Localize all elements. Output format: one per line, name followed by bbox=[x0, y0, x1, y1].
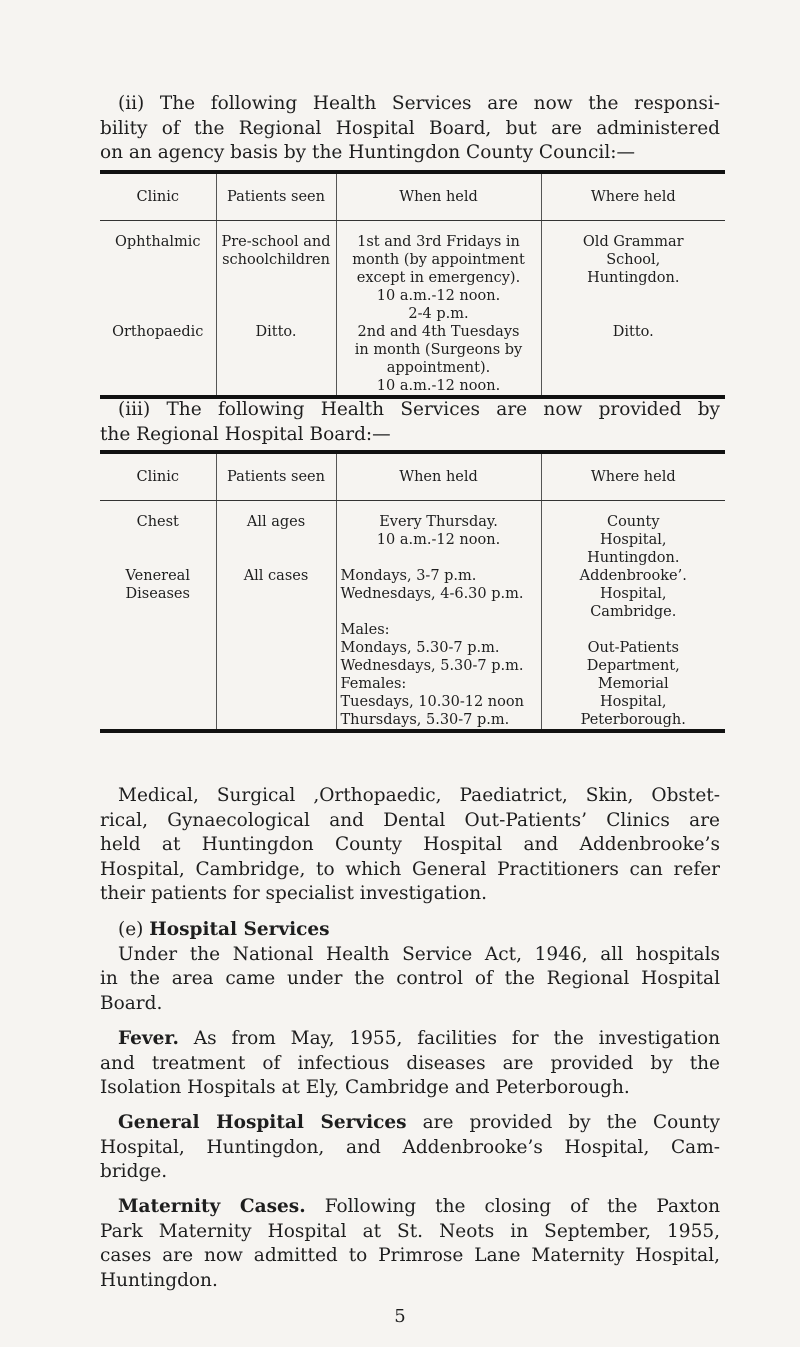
column-header: Patients seen bbox=[216, 172, 336, 221]
text-line: bridge. bbox=[100, 1161, 168, 1182]
when-cell: Every Thursday. 10 a.m.-12 noon. bbox=[336, 501, 541, 568]
text-line: bility of the Regional Hospital Board, but are administered bbox=[100, 117, 720, 139]
page-number: 5 bbox=[394, 1306, 406, 1327]
text-line: Huntingdon. bbox=[100, 1269, 218, 1291]
text-line: Park Maternity Hospital at St. Neots in September, 1955, bbox=[100, 1220, 720, 1242]
maternity-text: Following the closing of the Paxton bbox=[324, 1196, 721, 1217]
text-line: the Regional Hospital Board:— bbox=[100, 423, 391, 445]
clinic-cell: Venereal Diseases bbox=[100, 567, 216, 731]
table-row bbox=[100, 221, 725, 324]
column-header: When held bbox=[336, 172, 541, 221]
text-line: (iii) The following Health Services are now provided by bbox=[118, 399, 720, 420]
text-line: Board. bbox=[100, 992, 163, 1014]
when-cell: 1st and 3rd Fridays in month (by appointment except in emergency). 10 a.m.-12 noon. 2-4 p.m. bbox=[336, 221, 541, 324]
table-row bbox=[100, 567, 725, 731]
text-line: Under the National Health Service Act, 1946, all hospitals bbox=[118, 943, 720, 965]
text-line: Hospital, Huntingdon, and Addenbrooke’s Hospital, Cam- bbox=[100, 1136, 720, 1158]
text-line bbox=[100, 1027, 720, 1052]
medical-clinics-paragraph bbox=[100, 784, 720, 907]
when-cell: 2nd and 4th Tuesdays in month (Surgeons by appointment). 10 a.m.-12 noon. bbox=[336, 323, 541, 397]
table-row bbox=[100, 501, 725, 568]
general-heading: General Hospital Services bbox=[118, 1112, 407, 1133]
text-line: Hospital, Cambridge, to which General Practitioners can refer bbox=[100, 858, 720, 880]
column-header: Where held bbox=[541, 452, 725, 501]
when-cell: Mondays, 3-7 p.m. Wednesdays, 4-6.30 p.m. Males: Mondays, 5.30-7 p.m. Wednesdays, 5.30-7 p.m. Females: Tuesdays, 10.30-12 noon Thursdays, 5.30-7 p.m. bbox=[336, 567, 541, 731]
maternity-paragraph bbox=[100, 1195, 720, 1293]
fever-text: As from May, 1955, facilities for the investigation bbox=[193, 1028, 720, 1049]
maternity-heading: Maternity Cases. bbox=[118, 1196, 306, 1217]
patients-cell: Pre-school and schoolchildren bbox=[216, 221, 336, 324]
patients-cell: All cases bbox=[216, 567, 336, 731]
text-line bbox=[100, 1111, 720, 1136]
text-line: on an agency basis by the Huntingdon County Council:— bbox=[100, 142, 635, 163]
section-label: (e) bbox=[118, 919, 144, 940]
text-line: in the area came under the control of the Regional Hospital bbox=[100, 968, 720, 989]
section-heading: Hospital Services bbox=[149, 919, 330, 940]
text-line: Medical, Surgical ,Orthopaedic, Paediatrict, Skin, Obstet- bbox=[118, 785, 720, 806]
text-line: rical, Gynaecological and Dental Out-Patients’ Clinics are bbox=[100, 809, 720, 831]
where-cell: County Hospital, Huntingdon. bbox=[587, 514, 680, 566]
column-header: Where held bbox=[541, 172, 725, 221]
patients-cell: Ditto. bbox=[216, 323, 336, 397]
text-line: their patients for specialist investigation. bbox=[100, 883, 488, 904]
general-hospital-paragraph bbox=[100, 1111, 720, 1185]
column-header: Clinic bbox=[100, 452, 216, 501]
where-cell: Addenbrooke’. Hospital, Cambridge. Out-Patients Department, Memorial Hospital, Peterborough. bbox=[579, 568, 687, 728]
table-regional-board-agency bbox=[100, 170, 725, 399]
clinic-cell: Ophthalmic bbox=[100, 221, 216, 324]
section-e-paragraph bbox=[100, 918, 720, 1016]
text-line: (ii) The following Health Services are now the responsi- bbox=[118, 93, 720, 114]
column-header: When held bbox=[336, 452, 541, 501]
clinic-cell: Orthopaedic bbox=[100, 323, 216, 397]
text-line: and treatment of infectious diseases are provided by the bbox=[100, 1052, 720, 1074]
column-header: Patients seen bbox=[216, 452, 336, 501]
table-regional-board-provided bbox=[100, 450, 725, 733]
text-line bbox=[100, 1195, 720, 1220]
where-cell: Ditto. bbox=[612, 324, 654, 340]
clinic-cell: Chest bbox=[100, 501, 216, 568]
patients-cell: All ages bbox=[216, 501, 336, 568]
text-line: Isolation Hospitals at Ely, Cambridge and Peterborough. bbox=[100, 1077, 630, 1098]
fever-heading: Fever. bbox=[118, 1028, 179, 1049]
text-line: cases are now admitted to Primrose Lane Maternity Hospital, bbox=[100, 1245, 720, 1266]
text-line: held at Huntingdon County Hospital and Addenbrooke’s bbox=[100, 834, 720, 855]
table-row bbox=[100, 323, 725, 397]
general-text: are provided by the County bbox=[422, 1112, 720, 1133]
table-header-row bbox=[100, 172, 725, 221]
column-header: Clinic bbox=[100, 172, 216, 221]
section-iii-paragraph bbox=[100, 398, 720, 447]
where-cell: Old Grammar School, Huntingdon. bbox=[582, 234, 684, 286]
section-heading-line bbox=[100, 918, 720, 943]
section-ii-paragraph bbox=[100, 92, 720, 166]
table-header-row bbox=[100, 452, 725, 501]
fever-paragraph bbox=[100, 1027, 720, 1101]
